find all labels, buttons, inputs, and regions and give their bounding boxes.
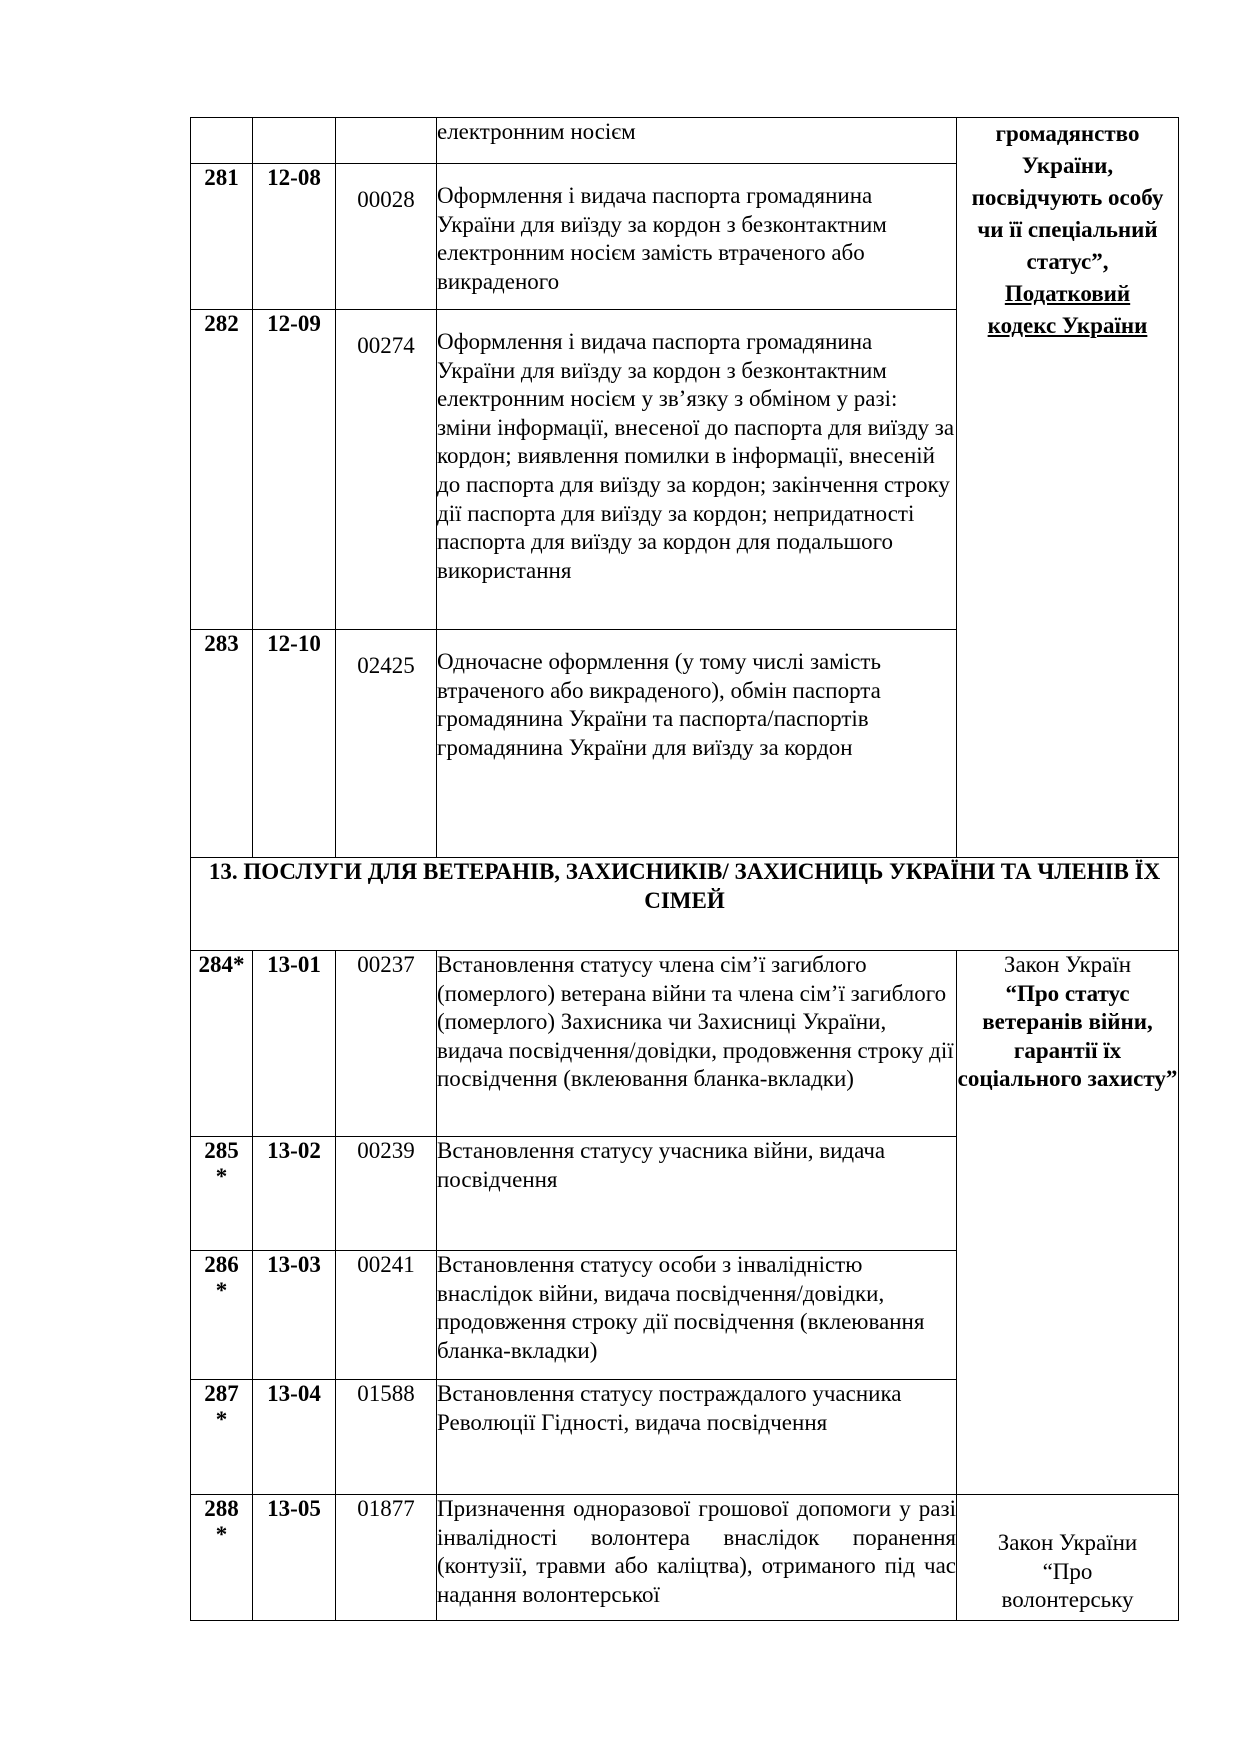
row-code <box>253 118 336 164</box>
row-description: Встановлення статусу особи з інвалідністю внаслідок війни, видача посвідчення/довідки, продовження строку дії посвідчення (вклеювання бланка-вкладки) <box>437 1251 957 1380</box>
law-reference-cell <box>957 951 1179 1495</box>
law-title: “Про статус ветеранів війни, гарантії їх соціального захисту” <box>957 980 1178 1092</box>
row-id: 01588 <box>336 1380 437 1495</box>
table-row <box>191 951 1179 1137</box>
row-number-value: 288 <box>204 1496 239 1521</box>
law-reference-cell <box>957 118 1179 858</box>
asterisk-mark: * <box>215 1163 228 1189</box>
row-code: 12-09 <box>253 310 336 630</box>
table-row <box>191 1495 1179 1621</box>
row-description: Оформлення і видача паспорта громадянина України для виїзду за кордон з безконтактним електронним носієм у зв’язку з обміном у разі: зміни інформації, внесеної до паспорта для виїзду за кордон; виявлення помилки в інформації, внесеній до паспорта для виїзду за кордон; закінчення строку дії паспорта для виїзду за кордон; непридатності паспорта для виїзду за кордон для подальшого використання <box>437 310 957 630</box>
row-id: 00241 <box>336 1251 437 1380</box>
row-number: 284* <box>191 951 253 1137</box>
row-description: електронним носієм <box>437 118 957 164</box>
row-description: Встановлення статусу учасника війни, видача посвідчення <box>437 1137 957 1251</box>
row-number <box>191 1380 253 1495</box>
row-id: 00237 <box>336 951 437 1137</box>
section-header-row <box>191 858 1179 951</box>
row-number <box>191 1137 253 1251</box>
row-description: Встановлення статусу постраждалого учасника Революції Гідності, видача посвідчення <box>437 1380 957 1495</box>
row-description: Одночасне оформлення (у тому числі замість втраченого або викраденого), обмін паспорта громадянина України та паспорта/паспортів громадянина України для виїзду за кордон <box>437 630 957 858</box>
law-prefix: Закон Україн <box>1003 952 1132 977</box>
section-title: 13. ПОСЛУГИ ДЛЯ ВЕТЕРАНІВ, ЗАХИСНИКІВ/ ЗАХИСНИЦЬ УКРАЇНИ ТА ЧЛЕНІВ ЇХ СІМЕЙ <box>191 858 1179 951</box>
law-reference-text: громадянство України, посвідчують особу чи її спеціальний статус”, <box>971 121 1164 274</box>
row-code: 12-08 <box>253 164 336 310</box>
row-number-value: 287 <box>204 1381 239 1406</box>
row-code: 13-05 <box>253 1495 336 1621</box>
row-number: 283 <box>191 630 253 858</box>
row-id: 02425 <box>336 630 437 858</box>
row-code: 12-10 <box>253 630 336 858</box>
table-row <box>191 118 1179 164</box>
law-volunteer-text: Закон України “Про волонтерську <box>997 1530 1138 1613</box>
row-code: 13-03 <box>253 1251 336 1380</box>
row-description: Оформлення і видача паспорта громадянина України для виїзду за кордон з безконтактним електронним носієм замість втраченого або викраденого <box>437 164 957 310</box>
row-id: 00239 <box>336 1137 437 1251</box>
law-reference-cell <box>957 1495 1179 1621</box>
row-number <box>191 1251 253 1380</box>
asterisk-mark: * <box>215 1521 228 1547</box>
asterisk-mark: * <box>215 1277 228 1303</box>
row-id: 00028 <box>336 164 437 310</box>
row-number: 282 <box>191 310 253 630</box>
row-number-value: 285 <box>204 1138 239 1163</box>
row-id: 00274 <box>336 310 437 630</box>
row-id <box>336 118 437 164</box>
row-id: 01877 <box>336 1495 437 1621</box>
tax-code-link: Податковий кодекс України <box>987 281 1148 338</box>
asterisk-mark: * <box>215 1406 228 1432</box>
row-number-value: 286 <box>204 1252 239 1277</box>
row-number: 281 <box>191 164 253 310</box>
row-number <box>191 1495 253 1621</box>
row-number <box>191 118 253 164</box>
row-code: 13-01 <box>253 951 336 1137</box>
row-code: 13-02 <box>253 1137 336 1251</box>
row-description: Призначення одноразової грошової допомоги у разі інвалідності волонтера внаслідок поранення (контузії, травми або каліцтва), отриманого під час надання волонтерської <box>437 1495 957 1621</box>
services-table <box>190 117 1179 1621</box>
row-description: Встановлення статусу члена сім’ї загиблого (померлого) ветерана війни та члена сім’ї загиблого (померлого) Захисника чи Захисниці України, видача посвідчення/довідки, продовження строку дії посвідчення (вклеювання бланка-вкладки) <box>437 951 957 1137</box>
row-code: 13-04 <box>253 1380 336 1495</box>
